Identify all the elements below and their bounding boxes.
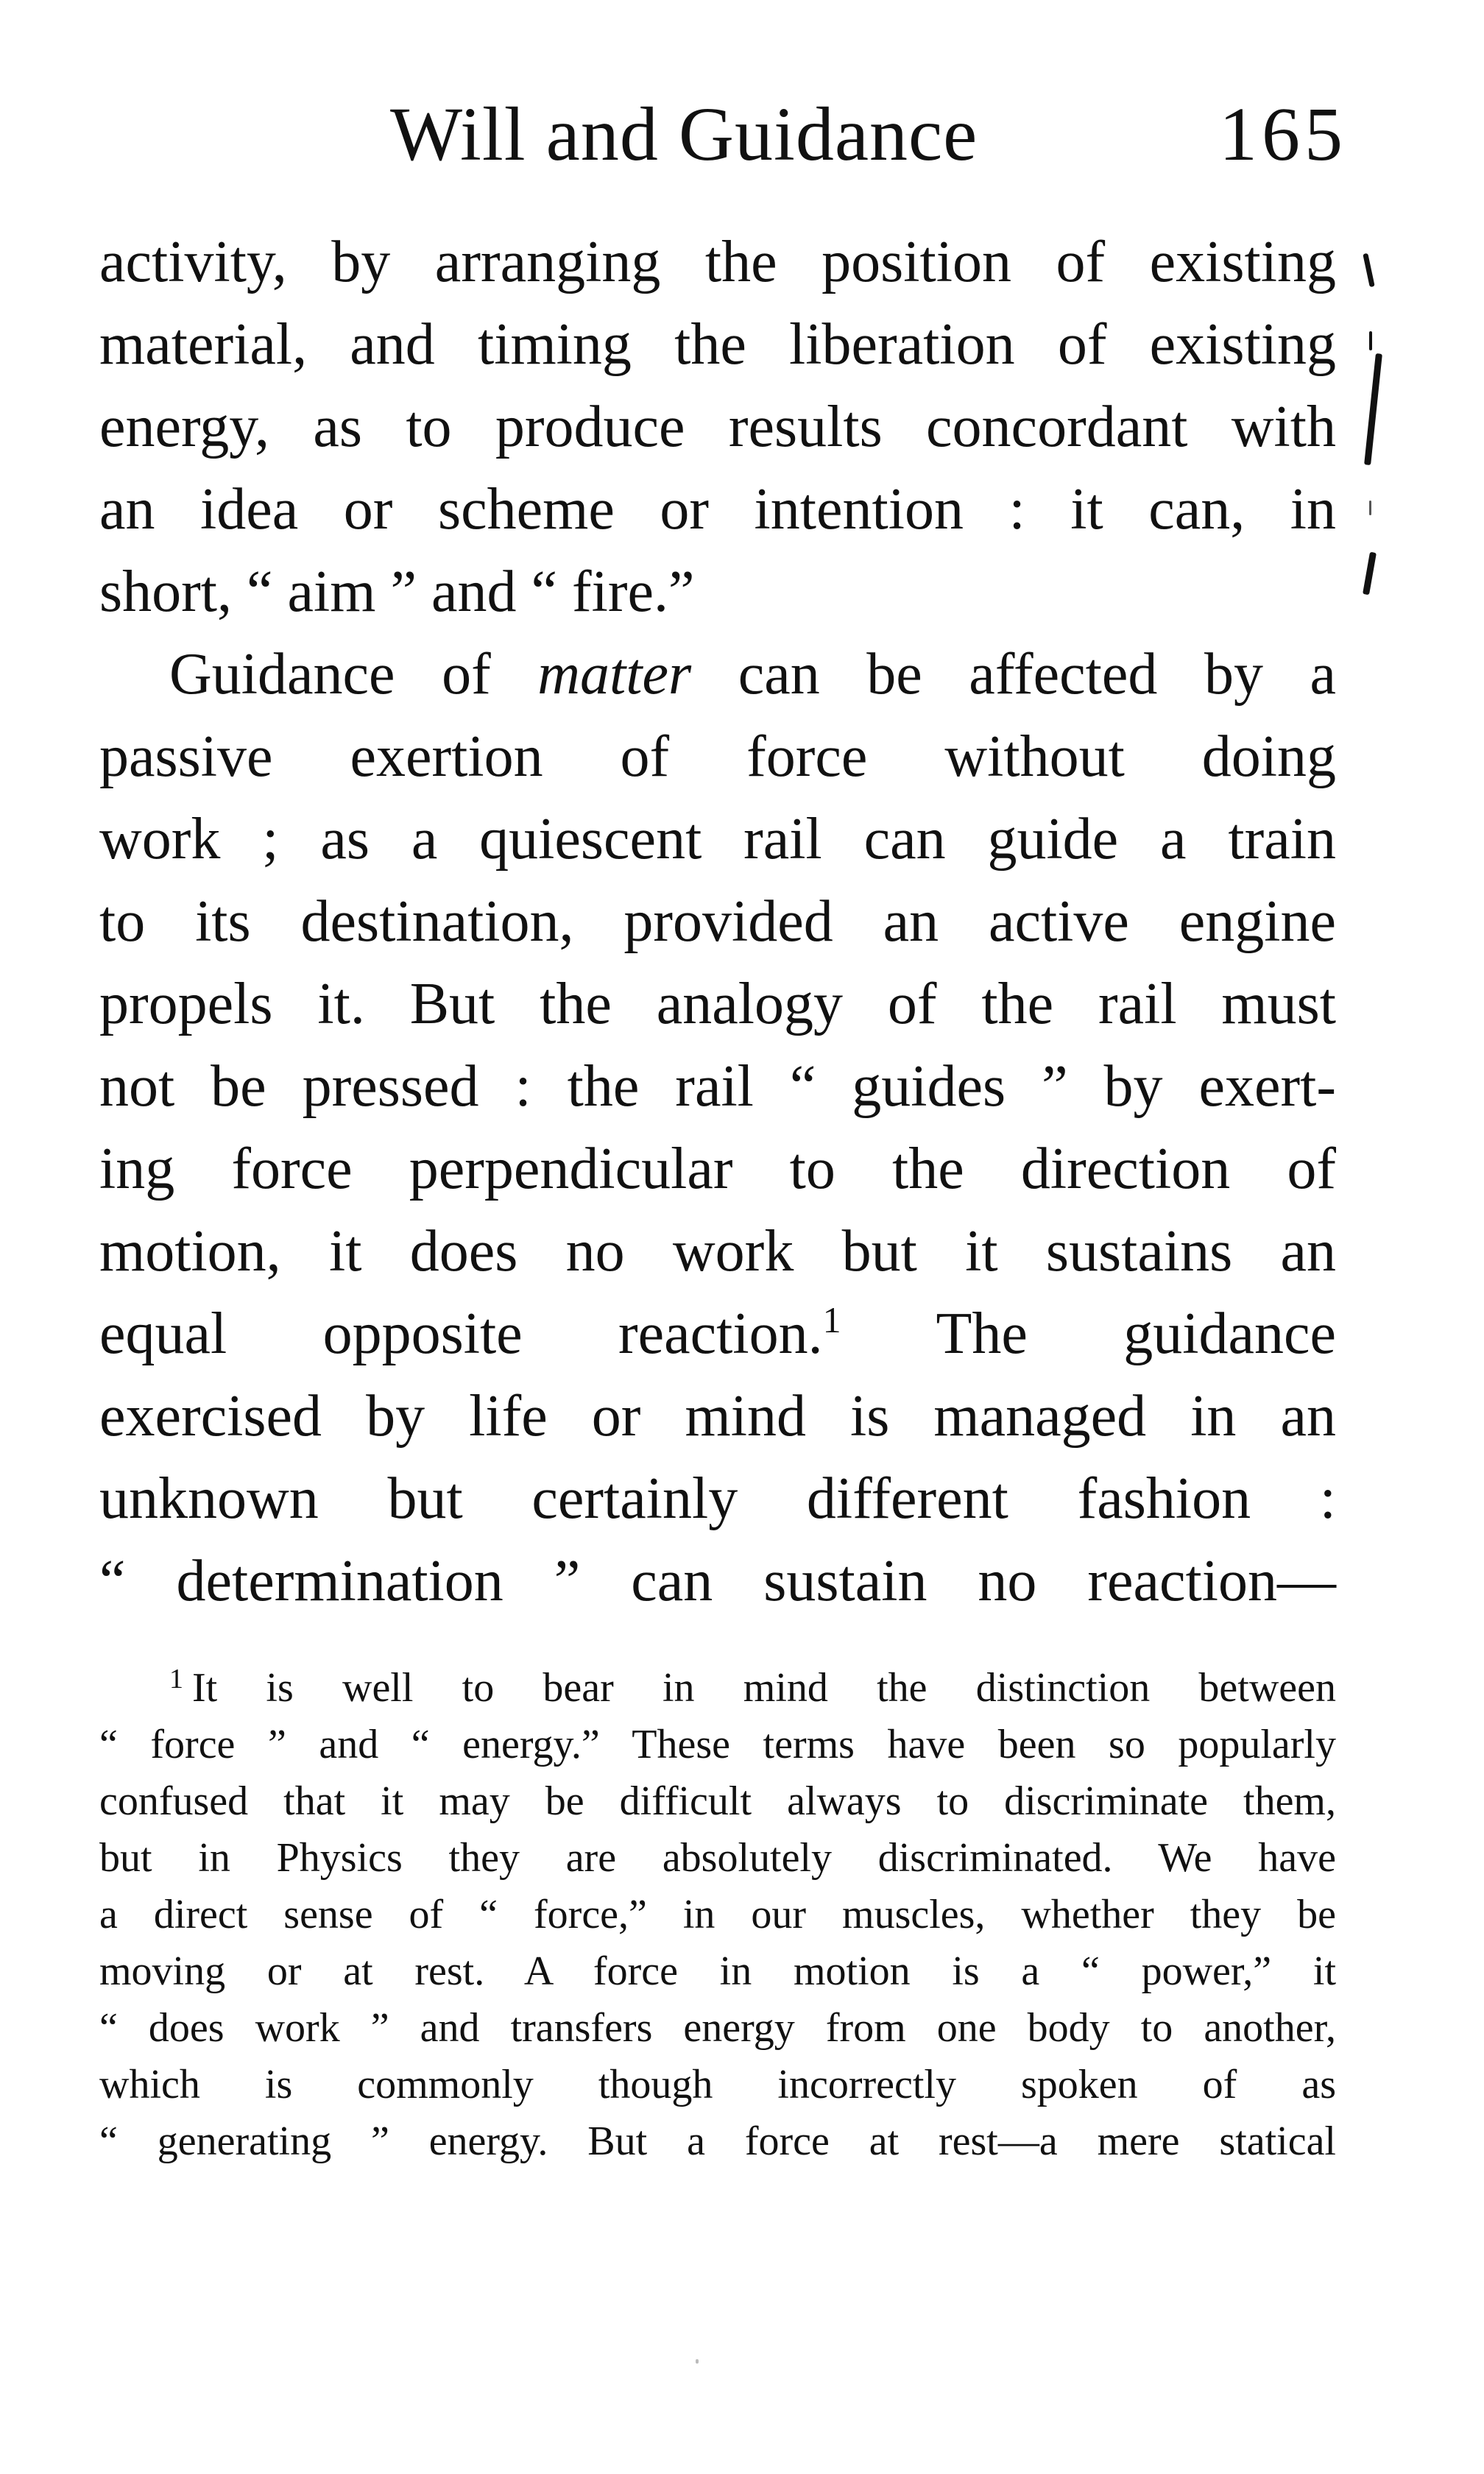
page-number: 165 bbox=[1219, 92, 1347, 177]
body-line: unknown but certainly different fashion : bbox=[99, 1466, 1336, 1531]
pencil-mark bbox=[1369, 331, 1372, 350]
footnote-line: which is commonly though incorrectly spoken of as bbox=[99, 2062, 1336, 2107]
body-line: work ; as a quiescent rail can guide a train bbox=[99, 807, 1336, 872]
footnote-line: “ does work ” and transfers energy from one body to another, bbox=[99, 2005, 1336, 2051]
paper-speck bbox=[696, 2359, 699, 2364]
footnote bbox=[99, 1660, 1336, 2170]
body-line bbox=[99, 633, 1336, 715]
pencil-margin-marks bbox=[1347, 243, 1391, 655]
running-head bbox=[390, 94, 1347, 175]
body-line: motion, it does no work but it sustains an bbox=[99, 1219, 1336, 1284]
italic-word: matter bbox=[537, 642, 692, 707]
body-line: short, “ aim ” and “ fire.” bbox=[99, 559, 695, 624]
running-title: Will and Guidance bbox=[390, 92, 978, 177]
body-text bbox=[99, 221, 1336, 1622]
body-line: passive exertion of force without doing bbox=[99, 724, 1336, 789]
footnote-line: but in Physics they are absolutely discriminated. We have bbox=[99, 1835, 1336, 1881]
body-line: material, and timing the liberation of existing bbox=[99, 312, 1336, 377]
body-line: an idea or scheme or intention : it can, in bbox=[99, 477, 1336, 542]
body-text-run: equal opposite reaction. bbox=[99, 1301, 823, 1366]
body-text-run: The guidance bbox=[936, 1301, 1337, 1366]
footnote-marker: 1 bbox=[169, 1664, 183, 1694]
body-line: ing force perpendicular to the direction of bbox=[99, 1137, 1336, 1201]
footnote-line: moving or at rest. A force in motion is a “ power,” it bbox=[99, 1948, 1336, 1994]
pencil-mark bbox=[1363, 552, 1377, 595]
body-line: energy, as to produce results concordant with bbox=[99, 395, 1336, 459]
body-text-run: can be affected by a bbox=[738, 642, 1336, 707]
body-line: propels it. But the analogy of the rail must bbox=[99, 972, 1336, 1036]
footnote-text-run: It is well to bear in mind the distinction between bbox=[192, 1665, 1336, 1711]
footnote-line: “ force ” and “ energy.” These terms have been so popularly bbox=[99, 1722, 1336, 1767]
body-line bbox=[99, 1293, 1336, 1375]
pencil-mark bbox=[1363, 253, 1374, 287]
body-line: “ determination ” can sustain no reaction— bbox=[99, 1549, 1336, 1614]
footnote-line: a direct sense of “ force,” in our muscles, whether they be bbox=[99, 1892, 1336, 1937]
pencil-mark bbox=[1369, 501, 1371, 515]
pencil-mark bbox=[1364, 353, 1382, 465]
footnote-line: “ generating ” energy. But a force at rest—a mere statical bbox=[99, 2118, 1336, 2164]
body-line: activity, by arranging the position of existing bbox=[99, 230, 1336, 294]
body-line: not be pressed : the rail “ guides ” by exert- bbox=[99, 1054, 1336, 1119]
footnote-line bbox=[99, 1660, 1336, 1717]
footnote-line: confused that it may be difficult always to discriminate them, bbox=[99, 1778, 1336, 1824]
body-line: exercised by life or mind is managed in an bbox=[99, 1384, 1336, 1449]
body-text-run: Guidance of bbox=[169, 642, 491, 707]
footnote-reference: 1 bbox=[822, 1299, 841, 1340]
body-line: to its destination, provided an active engine bbox=[99, 889, 1336, 954]
